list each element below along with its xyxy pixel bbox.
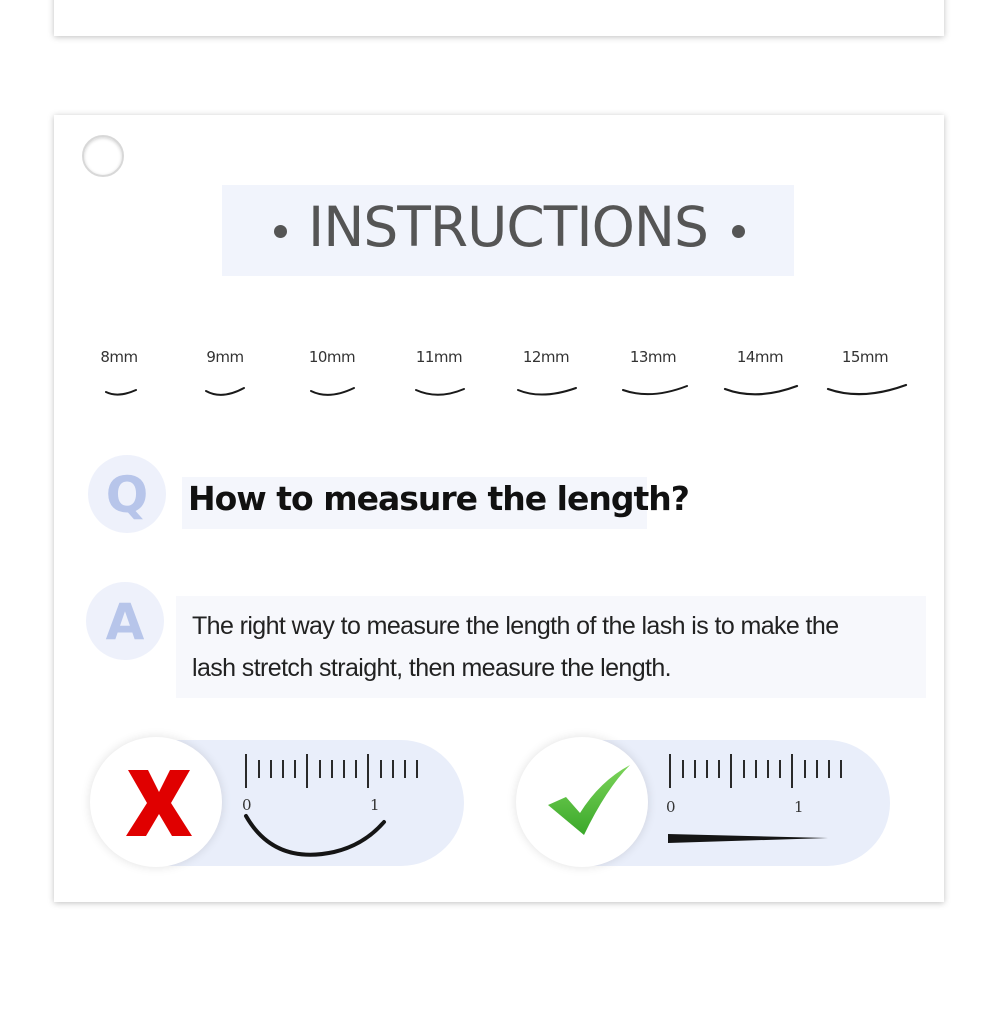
answer-line: lash stretch straight, then measure the length. bbox=[192, 654, 672, 682]
lash-curve-icon bbox=[506, 380, 586, 402]
ruler-icon bbox=[658, 740, 858, 866]
lash-item bbox=[501, 348, 591, 402]
ruler-zero-label: 0 bbox=[666, 798, 676, 816]
lash-item bbox=[715, 348, 805, 402]
bullet-dot-icon bbox=[732, 225, 745, 238]
question-text: How to measure the length? bbox=[188, 479, 689, 518]
answer-line: The right way to measure the length of the lash is to make the bbox=[192, 612, 839, 640]
lash-length-label: 8mm bbox=[100, 348, 138, 366]
lash-item bbox=[820, 348, 910, 402]
ruler-one-label: 1 bbox=[794, 798, 804, 816]
wrong-indicator bbox=[90, 737, 222, 867]
lash-item bbox=[287, 348, 377, 402]
lash-item bbox=[180, 348, 270, 402]
lash-length-label: 11mm bbox=[415, 348, 463, 366]
lash-curve-icon bbox=[190, 380, 260, 402]
lash-item bbox=[74, 348, 164, 402]
ruler-zero-label: 0 bbox=[242, 796, 252, 814]
question-badge: Q bbox=[88, 455, 166, 533]
lash-item bbox=[394, 348, 484, 402]
top-card bbox=[54, 0, 944, 36]
instructions-card bbox=[54, 115, 944, 902]
lash-length-label: 10mm bbox=[308, 348, 356, 366]
page-title: INSTRUCTIONS bbox=[308, 195, 708, 259]
lash-length-label: 14mm bbox=[736, 348, 784, 366]
right-indicator bbox=[516, 737, 648, 867]
lash-curve-icon bbox=[297, 380, 367, 402]
curved-lash-icon bbox=[246, 816, 384, 855]
lash-curve-icon bbox=[84, 380, 154, 402]
lash-item bbox=[608, 348, 698, 402]
ruler-one-label: 1 bbox=[370, 796, 380, 814]
answer-text bbox=[192, 605, 922, 689]
lash-length-label: 15mm bbox=[841, 348, 889, 366]
red-x-icon bbox=[124, 768, 194, 838]
straight-lash-icon bbox=[668, 834, 828, 843]
ruler-icon bbox=[234, 740, 434, 866]
lash-curve-icon bbox=[820, 380, 910, 402]
answer-badge: A bbox=[86, 582, 164, 660]
lash-curve-icon bbox=[613, 380, 693, 402]
lash-length-label: 12mm bbox=[522, 348, 570, 366]
lash-length-label: 13mm bbox=[629, 348, 677, 366]
lash-curve-icon bbox=[717, 380, 803, 402]
green-check-icon bbox=[544, 761, 634, 841]
title-banner bbox=[222, 185, 794, 276]
lash-curve-icon bbox=[404, 380, 474, 402]
lash-length-label: 9mm bbox=[206, 348, 244, 366]
hang-hole-icon bbox=[82, 135, 124, 177]
